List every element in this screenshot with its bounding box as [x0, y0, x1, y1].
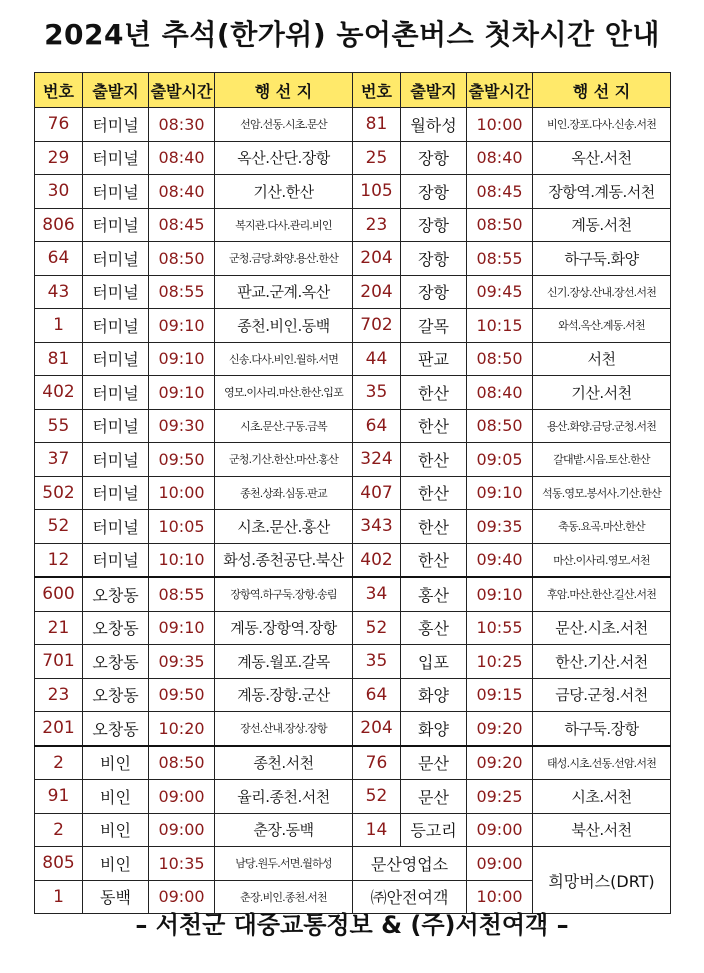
table-row: [35, 645, 671, 679]
table-row: [35, 208, 671, 242]
destination: 계동.장항역.장항: [215, 611, 353, 645]
route-number: 76: [35, 108, 83, 142]
departure-time: 10:00: [467, 880, 533, 914]
destination: 장항역.하구둑.장항.송림: [215, 577, 353, 611]
table-row: [35, 242, 671, 276]
origin: 한산: [401, 376, 467, 410]
origin: 터미널: [83, 510, 149, 544]
origin: 비인: [83, 813, 149, 847]
route-number: 52: [353, 611, 401, 645]
destination: 문산.시초.서천: [533, 611, 671, 645]
route-number: 204: [353, 242, 401, 276]
departure-time: 08:45: [149, 208, 215, 242]
table-row: [35, 175, 671, 209]
table-row: [35, 476, 671, 510]
origin: 한산: [401, 510, 467, 544]
route-number: 30: [35, 175, 83, 209]
destination: 신송.다사.비인.월하.서면: [215, 342, 353, 376]
origin: 터미널: [83, 275, 149, 309]
origin: 장항: [401, 275, 467, 309]
departure-time: 08:50: [467, 342, 533, 376]
table-row: [35, 376, 671, 410]
table-row: [35, 712, 671, 746]
origin: 터미널: [83, 309, 149, 343]
route-number: 64: [353, 678, 401, 712]
route-number: 14: [353, 813, 401, 847]
route-number: 701: [35, 645, 83, 679]
departure-time: 09:30: [149, 409, 215, 443]
departure-time: 09:10: [149, 611, 215, 645]
destination: 판교.군계.옥산: [215, 275, 353, 309]
origin: 한산: [401, 409, 467, 443]
route-number: 204: [353, 275, 401, 309]
route-number: 25: [353, 141, 401, 175]
header-departure-time: 출발시간: [467, 73, 533, 108]
route-number: 76: [353, 746, 401, 780]
departure-time: 08:50: [149, 242, 215, 276]
destination: 계동.서천: [533, 208, 671, 242]
route-number: 64: [35, 242, 83, 276]
table-row: [35, 510, 671, 544]
route-number: 600: [35, 577, 83, 611]
destination: 석동.영모.봉서사.기산.한산: [533, 476, 671, 510]
departure-time: 10:05: [149, 510, 215, 544]
table-row: [35, 813, 671, 847]
destination: 한산.기산.서천: [533, 645, 671, 679]
route-number: 402: [353, 543, 401, 577]
destination: 군청.기산.한산.마산.홍산: [215, 443, 353, 477]
destination: 장항역.계동.서천: [533, 175, 671, 209]
departure-time: 09:10: [467, 577, 533, 611]
destination: 시초.문산.구동.금복: [215, 409, 353, 443]
route-number: 805: [35, 847, 83, 881]
route-number: 407: [353, 476, 401, 510]
destination: 갈대밭.시음.토산.한산: [533, 443, 671, 477]
route-number: 52: [353, 780, 401, 814]
route-number: 201: [35, 712, 83, 746]
header-destination: 행 선 지: [533, 73, 671, 108]
departure-time: 08:55: [149, 275, 215, 309]
route-number: 702: [353, 309, 401, 343]
departure-time: 09:50: [149, 443, 215, 477]
destination: 축동.요곡.마산.한산: [533, 510, 671, 544]
origin: 터미널: [83, 476, 149, 510]
origin: 월하성: [401, 108, 467, 142]
origin: 입포: [401, 645, 467, 679]
departure-time: 08:40: [467, 376, 533, 410]
origin: 터미널: [83, 409, 149, 443]
table-row: [35, 141, 671, 175]
destination: 하구둑.장항: [533, 712, 671, 746]
origin: 화양: [401, 712, 467, 746]
departure-time: 09:40: [467, 543, 533, 577]
route-number: 35: [353, 645, 401, 679]
origin: 오창동: [83, 577, 149, 611]
departure-time: 09:00: [149, 880, 215, 914]
departure-time: 10:55: [467, 611, 533, 645]
origin: 한산: [401, 543, 467, 577]
departure-time: 10:00: [149, 476, 215, 510]
destination: 비인.장포.다사.신송.서천: [533, 108, 671, 142]
departure-time: 09:35: [467, 510, 533, 544]
origin: 문산: [401, 780, 467, 814]
origin: 장항: [401, 141, 467, 175]
origin: 오창동: [83, 611, 149, 645]
route-number: 105: [353, 175, 401, 209]
origin: 화양: [401, 678, 467, 712]
departure-time: 08:55: [467, 242, 533, 276]
origin: 오창동: [83, 712, 149, 746]
table-row: [35, 309, 671, 343]
departure-time: 10:15: [467, 309, 533, 343]
origin: 터미널: [83, 543, 149, 577]
destination: 복지관.다사.관리.비인: [215, 208, 353, 242]
destination: 기산.한산: [215, 175, 353, 209]
route-number: 43: [35, 275, 83, 309]
header-row: [35, 73, 671, 108]
departure-time: 09:15: [467, 678, 533, 712]
destination: 서천: [533, 342, 671, 376]
destination: 군청.금당.화양.용산.한산: [215, 242, 353, 276]
departure-time: 09:00: [467, 847, 533, 881]
route-number: 23: [35, 678, 83, 712]
origin: 갈목: [401, 309, 467, 343]
route-number: 1: [35, 880, 83, 914]
table-row: [35, 108, 671, 142]
destination: 신기.장상.산내.장선.서천: [533, 275, 671, 309]
route-number: 502: [35, 476, 83, 510]
departure-time: 09:20: [467, 746, 533, 780]
origin: 동백: [83, 880, 149, 914]
destination: 금당.군청.서천: [533, 678, 671, 712]
table-row: [35, 847, 671, 881]
departure-time: 09:50: [149, 678, 215, 712]
departure-time: 09:00: [149, 780, 215, 814]
origin: 터미널: [83, 141, 149, 175]
destination: 춘장.동백: [215, 813, 353, 847]
destination: 북산.서천: [533, 813, 671, 847]
destination: 종천.서천: [215, 746, 353, 780]
origin: 장항: [401, 208, 467, 242]
route-number: 324: [353, 443, 401, 477]
departure-time: 09:00: [149, 813, 215, 847]
departure-time: 09:00: [467, 813, 533, 847]
departure-time: 10:35: [149, 847, 215, 881]
destination: 후암.마산.한산.길산.서천: [533, 577, 671, 611]
route-number: 29: [35, 141, 83, 175]
destination: 계동.월포.갈목: [215, 645, 353, 679]
route-number: 1: [35, 309, 83, 343]
destination: 와석.옥산.계동.서천: [533, 309, 671, 343]
destination: 율리.종천.서천: [215, 780, 353, 814]
table-row: [35, 275, 671, 309]
origin: 터미널: [83, 175, 149, 209]
origin: 한산: [401, 443, 467, 477]
destination: 하구둑.화양: [533, 242, 671, 276]
origin: 터미널: [83, 108, 149, 142]
destination: 시초.서천: [533, 780, 671, 814]
table-row: [35, 443, 671, 477]
departure-time: 08:40: [149, 175, 215, 209]
departure-time: 09:10: [149, 376, 215, 410]
destination: 종천.상좌.심동.판교: [215, 476, 353, 510]
departure-time: 09:05: [467, 443, 533, 477]
table-row: [35, 543, 671, 577]
route-number: 81: [353, 108, 401, 142]
destination: 옥산.서천: [533, 141, 671, 175]
header-destination: 행 선 지: [215, 73, 353, 108]
origin: 비인: [83, 746, 149, 780]
departure-time: 08:45: [467, 175, 533, 209]
header-origin: 출발지: [83, 73, 149, 108]
route-number: 12: [35, 543, 83, 577]
departure-time: 08:30: [149, 108, 215, 142]
origin: 비인: [83, 847, 149, 881]
route-number: 23: [353, 208, 401, 242]
route-number: 81: [35, 342, 83, 376]
origin: 한산: [401, 476, 467, 510]
origin: 장항: [401, 242, 467, 276]
table-row: [35, 409, 671, 443]
origin: 판교: [401, 342, 467, 376]
origin: 오창동: [83, 678, 149, 712]
origin: 터미널: [83, 208, 149, 242]
header-number: 번호: [35, 73, 83, 108]
table-row: [35, 611, 671, 645]
destination: 계동.장항.군산: [215, 678, 353, 712]
destination: 영모.이사리.마산.한산.입포: [215, 376, 353, 410]
special-origin: ㈜안전여객: [353, 880, 467, 914]
departure-time: 10:00: [467, 108, 533, 142]
route-number: 343: [353, 510, 401, 544]
origin: 홍산: [401, 611, 467, 645]
origin: 등고리: [401, 813, 467, 847]
destination: 옥산.산단.장항: [215, 141, 353, 175]
departure-time: 08:50: [467, 208, 533, 242]
route-number: 21: [35, 611, 83, 645]
origin: 오창동: [83, 645, 149, 679]
route-number: 2: [35, 746, 83, 780]
origin: 비인: [83, 780, 149, 814]
route-number: 34: [353, 577, 401, 611]
header-origin: 출발지: [401, 73, 467, 108]
route-number: 44: [353, 342, 401, 376]
table-row: [35, 780, 671, 814]
destination: 장선.산내.장상.장항: [215, 712, 353, 746]
table-row: [35, 746, 671, 780]
origin: 문산: [401, 746, 467, 780]
route-number: 402: [35, 376, 83, 410]
table-row: [35, 342, 671, 376]
route-number: 204: [353, 712, 401, 746]
header-departure-time: 출발시간: [149, 73, 215, 108]
destination: 태성.시초.선동.선암.서천: [533, 746, 671, 780]
route-number: 35: [353, 376, 401, 410]
departure-time: 10:20: [149, 712, 215, 746]
origin: 터미널: [83, 376, 149, 410]
departure-time: 09:10: [149, 342, 215, 376]
route-number: 806: [35, 208, 83, 242]
departure-time: 08:50: [149, 746, 215, 780]
origin: 터미널: [83, 342, 149, 376]
destination: 용산.화양.금당.군청.서천: [533, 409, 671, 443]
header-number: 번호: [353, 73, 401, 108]
table-row: [35, 678, 671, 712]
departure-time: 10:25: [467, 645, 533, 679]
destination: 화성.종천공단.북산: [215, 543, 353, 577]
destination: 마산.이사리.영모.서천: [533, 543, 671, 577]
destination: 춘장.비인.종천.서천: [215, 880, 353, 914]
destination: 기산.서천: [533, 376, 671, 410]
route-number: 52: [35, 510, 83, 544]
origin: 홍산: [401, 577, 467, 611]
footer-credit: – 서천군 대중교통정보 & (주)서천여객 –: [135, 911, 569, 939]
departure-time: 08:55: [149, 577, 215, 611]
route-number: 91: [35, 780, 83, 814]
departure-time: 08:40: [149, 141, 215, 175]
route-number: 55: [35, 409, 83, 443]
destination: 시초.문산.홍산: [215, 510, 353, 544]
route-number: 37: [35, 443, 83, 477]
table-row: [35, 577, 671, 611]
departure-time: 09:25: [467, 780, 533, 814]
departure-time: 09:20: [467, 712, 533, 746]
schedule-table: [34, 72, 671, 914]
departure-time: 09:10: [149, 309, 215, 343]
origin: 터미널: [83, 443, 149, 477]
departure-time: 10:10: [149, 543, 215, 577]
departure-time: 08:40: [467, 141, 533, 175]
route-number: 64: [353, 409, 401, 443]
route-number: 2: [35, 813, 83, 847]
origin: 장항: [401, 175, 467, 209]
special-origin: 문산영업소: [353, 847, 467, 881]
destination: 선암.선동.시초.문산: [215, 108, 353, 142]
page-title: 2024년 추석(한가위) 농어촌버스 첫차시간 안내: [44, 18, 660, 51]
origin: 터미널: [83, 242, 149, 276]
destination: 종천.비인.동백: [215, 309, 353, 343]
special-destination: 희망버스(DRT): [533, 847, 671, 914]
departure-time: 09:35: [149, 645, 215, 679]
departure-time: 09:10: [467, 476, 533, 510]
departure-time: 09:45: [467, 275, 533, 309]
departure-time: 08:50: [467, 409, 533, 443]
destination: 남당.원두.서면.월하성: [215, 847, 353, 881]
